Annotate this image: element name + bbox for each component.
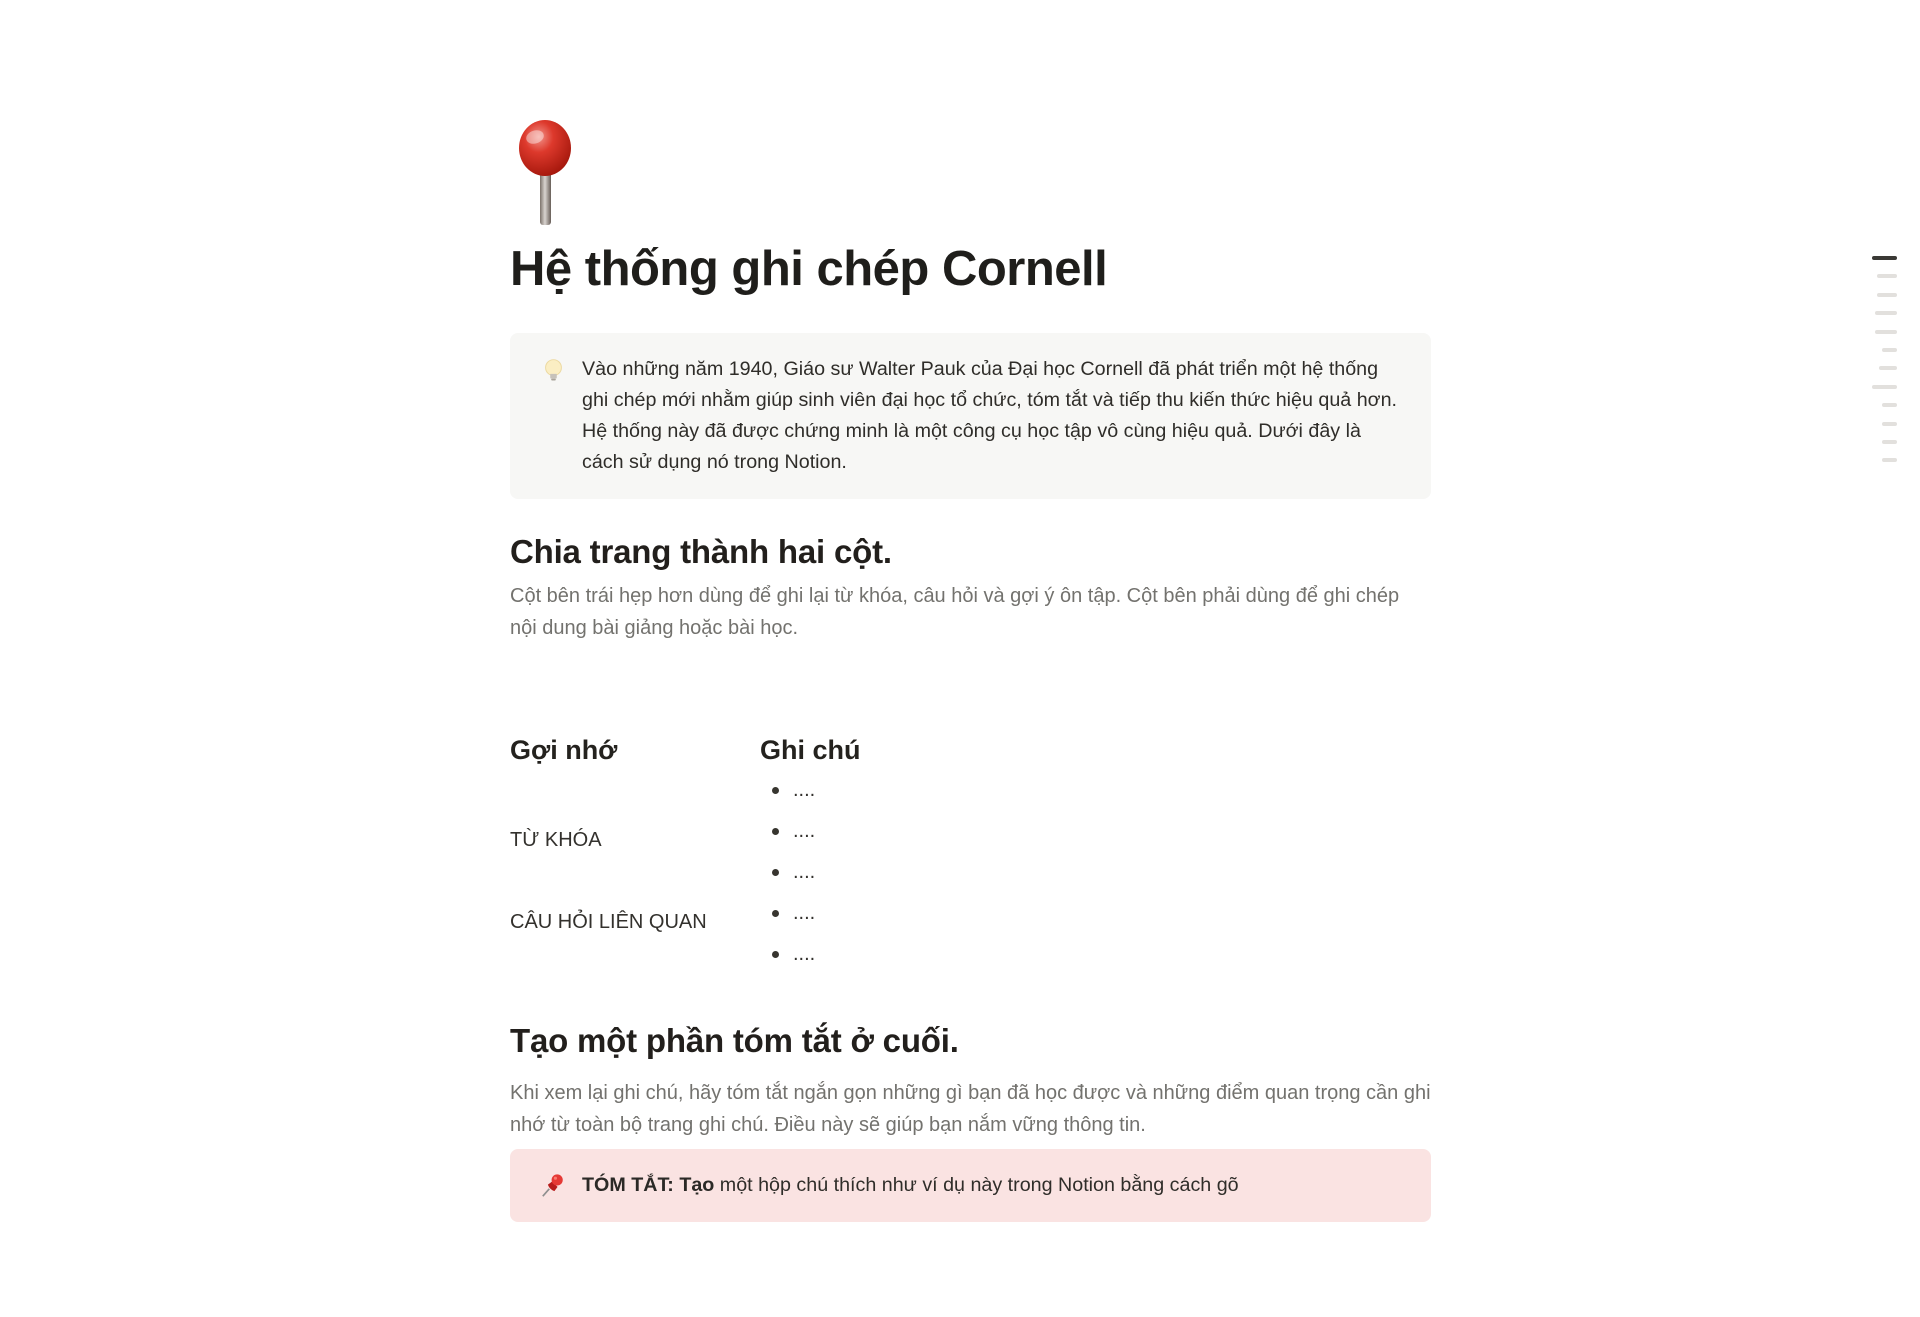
outline-dash[interactable] (1875, 311, 1897, 315)
pushpin-icon (540, 1173, 567, 1200)
notes-column (760, 732, 1431, 980)
section-description-summary[interactable]: Khi xem lại ghi chú, hãy tóm tắt ngắn gọn những gì bạn đã học được và những điểm quan trọng cần ghi nhớ từ toàn bộ trang ghi chú. Điều này sẽ giúp bạn nắm vững thông tin. (510, 1082, 1431, 1136)
outline-dash[interactable] (1882, 422, 1897, 426)
page-content (510, 118, 1431, 1222)
outline-dash[interactable] (1872, 256, 1897, 260)
page-outline-minimap (1871, 256, 1897, 477)
outline-dash[interactable] (1882, 440, 1897, 444)
bullet-dot-icon (772, 951, 779, 958)
list-item[interactable]: .... (760, 857, 1431, 888)
section-heading-summary[interactable]: Tạo một phần tóm tắt ở cuối. (510, 1022, 959, 1059)
list-item[interactable]: .... (760, 898, 1431, 929)
summary-callout[interactable] (510, 1149, 1431, 1222)
page-title[interactable]: Hệ thống ghi chép Cornell (510, 242, 1108, 296)
notes-column-heading[interactable]: Ghi chú (760, 735, 861, 765)
list-item[interactable]: .... (760, 816, 1431, 847)
round-pushpin-icon (516, 118, 580, 226)
summary-callout-bold: TÓM TẮT: Tạo (582, 1174, 715, 1196)
outline-dash[interactable] (1877, 274, 1897, 278)
outline-dash[interactable] (1872, 385, 1897, 389)
list-item[interactable]: .... (760, 775, 1431, 806)
outline-dash[interactable] (1882, 403, 1897, 407)
section-heading-two-columns[interactable]: Chia trang thành hai cột. (510, 533, 892, 570)
section-description-two-columns[interactable]: Cột bên trái hẹp hơn dùng để ghi lại từ khóa, câu hỏi và gợi ý ôn tập. Cột bên phải dùng để ghi chép nội dung bài giảng hoặc bài học. (510, 585, 1400, 639)
bullet-dot-icon (772, 828, 779, 835)
intro-callout[interactable] (510, 333, 1431, 499)
cue-item-questions[interactable]: CÂU HỎI LIÊN QUAN (510, 911, 707, 933)
outline-dash[interactable] (1875, 330, 1897, 334)
intro-callout-text[interactable]: Vào những năm 1940, Giáo sư Walter Pauk của Đại học Cornell đã phát triển một hệ thống ghi chép mới nhằm giúp sinh viên đại học tổ chức, tóm tắt và tiếp thu kiến thức hiệu quả hơn. Hệ thống này đã được chứng minh là một công cụ học tập vô cùng hiệu quả. Dưới đây là cách sử dụng nó trong Notion. (582, 358, 1397, 473)
summary-callout-text[interactable] (582, 1170, 1239, 1201)
cue-item-keywords[interactable]: TỪ KHÓA (510, 829, 602, 851)
cornell-columns (510, 732, 1431, 980)
light-bulb-icon (540, 357, 567, 384)
round-pushpin-page-icon[interactable] (516, 118, 580, 226)
notes-bullet-list (760, 775, 1431, 970)
outline-dash[interactable] (1882, 348, 1897, 352)
summary-callout-regular: một hộp chú thích như ví dụ này trong Notion bằng cách gõ (714, 1174, 1239, 1196)
bullet-dot-icon (772, 910, 779, 917)
bullet-dot-icon (772, 869, 779, 876)
outline-dash[interactable] (1877, 293, 1897, 297)
cue-column-heading[interactable]: Gợi nhớ (510, 735, 618, 765)
outline-dash[interactable] (1879, 366, 1897, 370)
cue-column (510, 732, 714, 980)
bullet-dot-icon (772, 787, 779, 794)
outline-dash[interactable] (1882, 458, 1897, 462)
list-item[interactable]: .... (760, 939, 1431, 970)
